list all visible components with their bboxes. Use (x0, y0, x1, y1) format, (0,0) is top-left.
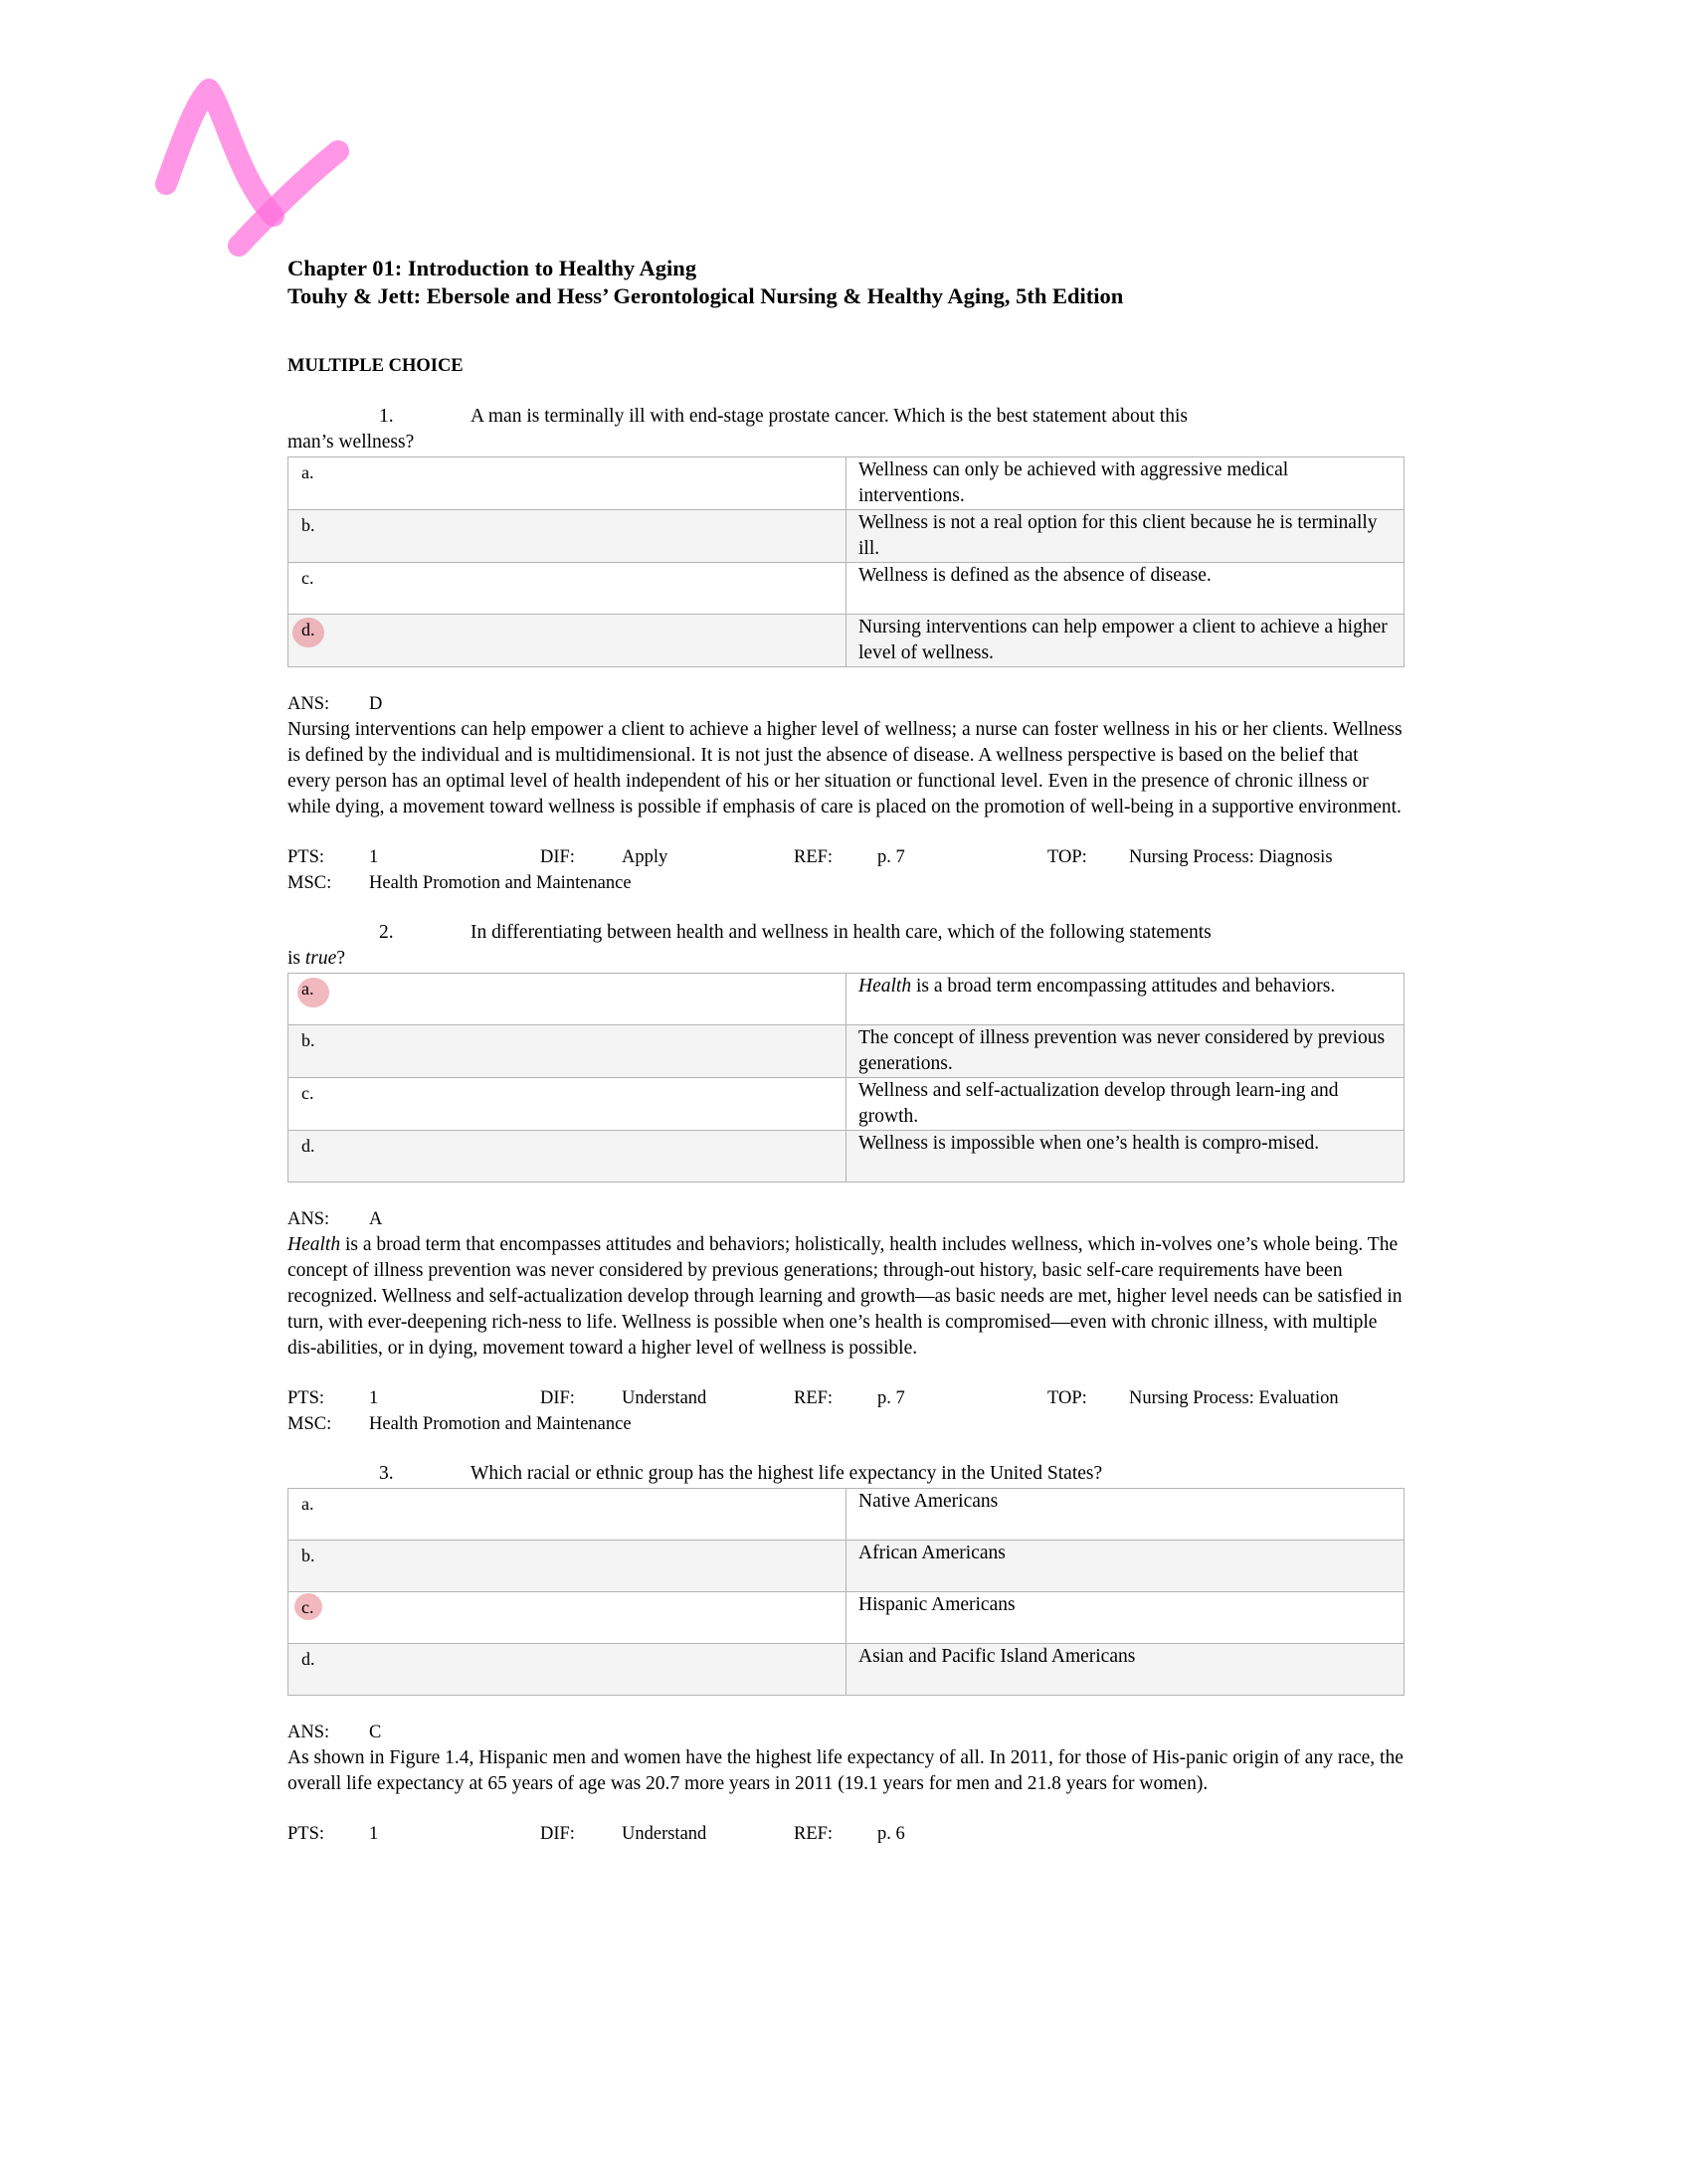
option-text: Wellness is impossible when one’s health is compro-mised. (846, 1131, 1405, 1183)
option-label: b. (301, 1030, 315, 1050)
msc-line (287, 1411, 1405, 1437)
option-row[interactable] (288, 457, 1405, 510)
question-stem (287, 920, 1405, 972)
option-row[interactable] (288, 974, 1405, 1025)
option-text: African Americans (846, 1541, 1405, 1592)
option-row[interactable] (288, 510, 1405, 563)
answer-value: C (369, 1723, 382, 1742)
question-number: 2. (379, 922, 394, 943)
option-label: c. (301, 1597, 314, 1617)
question-stem (287, 404, 1405, 455)
option-label: b. (301, 1546, 315, 1565)
option-label: a. (301, 979, 314, 999)
question-number: 3. (379, 1463, 394, 1484)
option-text: Native Americans (846, 1489, 1405, 1541)
answer-line (287, 1206, 1405, 1232)
ref-label: REF: (794, 847, 834, 867)
question-number: 1. (379, 406, 394, 427)
pts-label: PTS: (287, 1824, 325, 1844)
ref-value: p. 7 (877, 1388, 905, 1408)
question-text-fragment: ? (336, 948, 345, 969)
option-text: Wellness can only be achieved with aggressive medical interventions. (846, 457, 1405, 510)
question-text-line: Which racial or ethnic group has the highest life expectancy in the United States? (470, 1463, 1103, 1484)
question-text-line: man’s wellness? (287, 432, 415, 453)
ref-value: p. 7 (877, 847, 905, 867)
metadata-line (287, 1821, 1405, 1847)
answer-line (287, 1720, 1405, 1745)
msc-value: Health Promotion and Maintenance (369, 873, 632, 893)
option-label: a. (301, 462, 314, 482)
option-row[interactable] (288, 1025, 1405, 1078)
question-text-fragment: is (287, 948, 305, 969)
msc-line (287, 870, 1405, 896)
pts-value: 1 (369, 847, 379, 867)
question-stem (287, 1461, 1405, 1487)
ref-label: REF: (794, 1388, 834, 1408)
pts-label: PTS: (287, 847, 325, 867)
rationale-emphasis: Health (287, 1234, 341, 1255)
book-title: Touhy & Jett: Ebersole and Hess’ Gerontological Nursing & Healthy Aging, 5th Edition (287, 283, 1124, 308)
option-row[interactable] (288, 1644, 1405, 1696)
question-text-line: A man is terminally ill with end-stage prostate cancer. Which is the best statement about this (470, 406, 1188, 427)
pts-label: PTS: (287, 1388, 325, 1408)
pts-value: 1 (369, 1388, 379, 1408)
top-label: TOP: (1047, 1388, 1087, 1408)
option-text: Wellness is defined as the absence of disease. (846, 563, 1405, 615)
option-text: The concept of illness prevention was never considered by previous generations. (846, 1025, 1405, 1078)
options-table (287, 1488, 1405, 1696)
option-label: c. (301, 1083, 314, 1103)
option-label: d. (301, 1649, 315, 1669)
ref-label: REF: (794, 1824, 834, 1844)
dif-value: Understand (622, 1824, 707, 1844)
dif-value: Understand (622, 1388, 707, 1408)
answer-value: D (369, 694, 383, 714)
question-text-line: In differentiating between health and wellness in health care, which of the following statements (470, 922, 1212, 943)
options-table (287, 973, 1405, 1183)
option-label: a. (301, 1494, 314, 1514)
option-row[interactable] (288, 615, 1405, 667)
msc-label: MSC: (287, 873, 332, 893)
top-value: Nursing Process: Evaluation (1129, 1388, 1339, 1408)
ref-value: p. 6 (877, 1824, 905, 1844)
pts-value: 1 (369, 1824, 379, 1844)
option-label: d. (301, 1136, 315, 1156)
rationale: As shown in Figure 1.4, Hispanic men and women have the highest life expectancy of all. In 2011, for those of His-panic origin of any race, the overall life expectancy at 65 years of age was 20.7 more years in 2011 (19.1 years for men and 21.8 years for women). (287, 1747, 1404, 1794)
document-body (287, 255, 1405, 1847)
dif-label: DIF: (540, 1824, 575, 1844)
metadata-line (287, 844, 1405, 870)
options-table (287, 456, 1405, 667)
option-row[interactable] (288, 1592, 1405, 1644)
option-text: Nursing interventions can help empower a client to achieve a higher level of wellness. (846, 615, 1405, 667)
rationale-text: is a broad term that encompasses attitudes and behaviors; holistically, health includes wellness, which in-volves one’s whole being. The concept of illness prevention was never considered by previous generations; through-out history, basic self-care requirements have been recognized. Wellness and self-actualization develop through learning and growth—as basic needs are met, higher level needs can be satisfied in turn, with ever-deepening rich-ness to life. Wellness is possible when one’s health is compromised—even with chronic illness, with multiple dis-abilities, or in dying, movement toward a higher level of wellness is possible. (287, 1234, 1403, 1359)
option-row[interactable] (288, 563, 1405, 615)
option-row[interactable] (288, 1078, 1405, 1131)
option-text-rest: is a broad term encompassing attitudes and behaviors. (911, 976, 1336, 997)
option-text-emphasis: Health (858, 976, 912, 997)
top-label: TOP: (1047, 847, 1087, 867)
top-value: Nursing Process: Diagnosis (1129, 847, 1333, 867)
dif-value: Apply (622, 847, 668, 867)
option-text: Asian and Pacific Island Americans (846, 1644, 1405, 1696)
msc-value: Health Promotion and Maintenance (369, 1414, 632, 1434)
msc-label: MSC: (287, 1414, 332, 1434)
option-label: b. (301, 515, 315, 535)
answer-key-label: ANS: (287, 1723, 330, 1742)
option-text: Wellness and self-actualization develop through learn-ing and growth. (846, 1078, 1405, 1131)
chapter-title: Chapter 01: Introduction to Healthy Aging (287, 256, 697, 280)
metadata-line (287, 1385, 1405, 1411)
option-text: Hispanic Americans (846, 1592, 1405, 1644)
option-text (846, 974, 1405, 1025)
answer-line (287, 691, 1405, 717)
answer-key-label: ANS: (287, 1209, 330, 1229)
question-3 (287, 1461, 1405, 1847)
pink-pen-scribble-annotation (0, 0, 398, 298)
rationale: Nursing interventions can help empower a client to achieve a higher level of wellness; a nurse can foster wellness in his or her clients. Wellness is defined by the individual and is multidimensional. It is not just the absence of disease. A wellness perspective is based on the belief that every person has an optimal level of health independent of his or her situation or functional level. Even in the presence of chronic illness or while dying, a movement toward wellness is possible if emphasis of care is placed on the promotion of well-being in a supportive environment. (287, 719, 1403, 818)
section-heading: MULTIPLE CHOICE (287, 356, 464, 376)
answer-value: A (369, 1209, 383, 1229)
option-row[interactable] (288, 1131, 1405, 1183)
option-row[interactable] (288, 1541, 1405, 1592)
option-label: d. (301, 620, 315, 639)
rationale (287, 1232, 1405, 1362)
question-text-emphasis: true (304, 948, 337, 969)
dif-label: DIF: (540, 1388, 575, 1408)
question-1 (287, 404, 1405, 896)
option-label: c. (301, 568, 314, 588)
answer-key-label: ANS: (287, 694, 330, 714)
option-row[interactable] (288, 1489, 1405, 1541)
dif-label: DIF: (540, 847, 575, 867)
question-2 (287, 920, 1405, 1437)
option-text: Wellness is not a real option for this client because he is terminally ill. (846, 510, 1405, 563)
